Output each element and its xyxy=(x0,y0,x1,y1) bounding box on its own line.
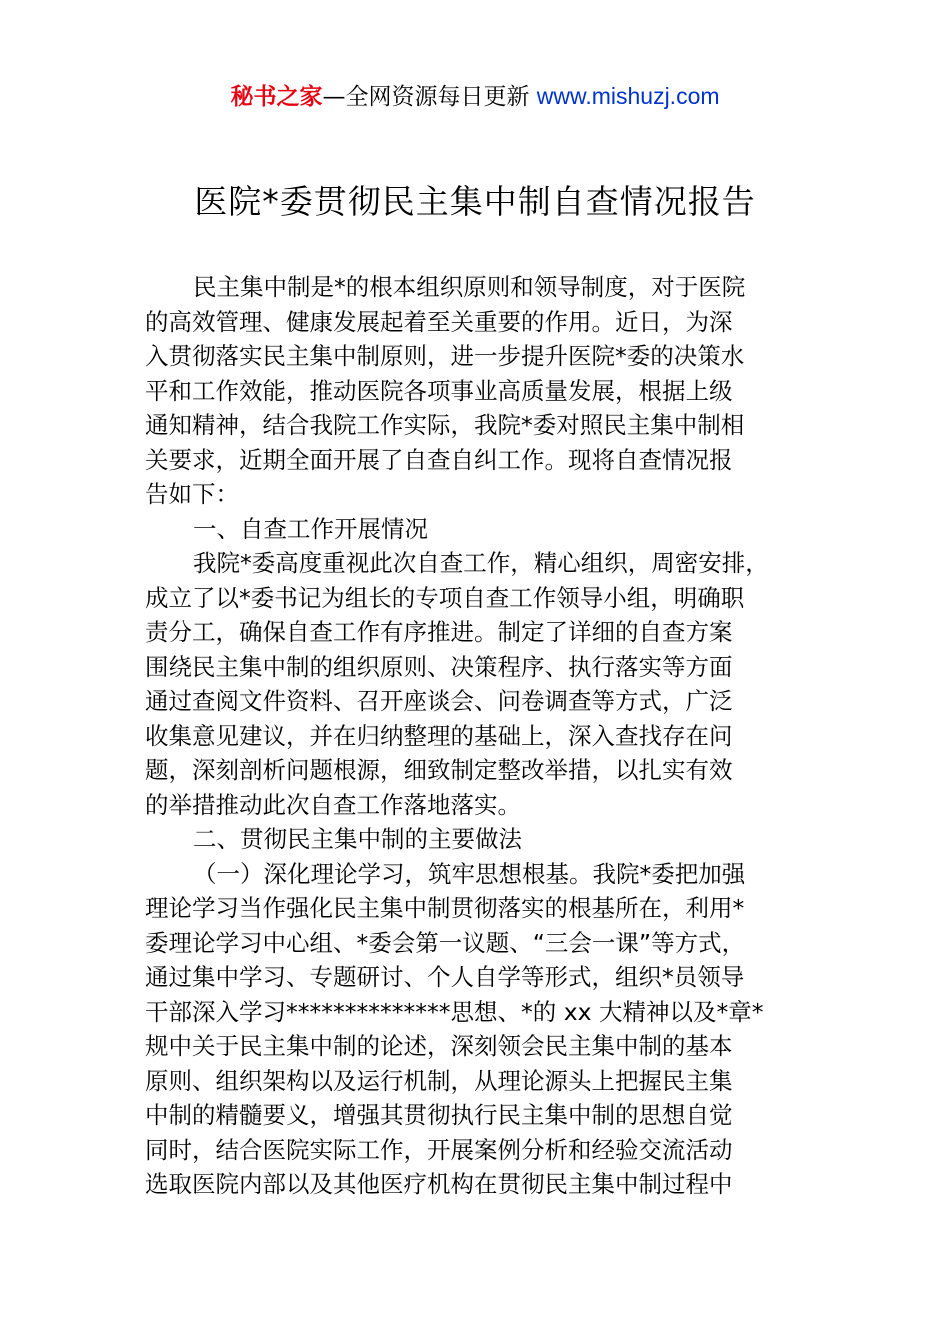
body-line: 原则、组织架构以及运行机制，从理论源头上把握民主集 xyxy=(145,1066,733,1095)
body-line: 同时，结合医院实际工作，开展案例分析和经验交流活动 xyxy=(145,1135,733,1164)
body-line: 题，深刻剖析问题根源，细致制定整改举措，以扎实有效 xyxy=(145,756,733,784)
body-line: 的高效管理、健康发展起着至关重要的作用。近日，为深 xyxy=(145,307,733,336)
body-line: 选取医院内部以及其他医疗机构在贯彻民主集中制过程中 xyxy=(145,1170,733,1198)
body-line: 收集意见建议，并在归纳整理的基础上，深入查找存在问 xyxy=(145,721,733,750)
body-line: 的举措推动此次自查工作落地落实。 xyxy=(145,790,521,819)
body-line: 通知精神，结合我院工作实际，我院*委对照民主集中制相 xyxy=(145,411,745,439)
body-line: 干部深入学习**************思想、*的 xx 大精神以及*章* xyxy=(145,997,764,1026)
body-line: 成立了以*委书记为组长的专项自查工作领导小组，明确职 xyxy=(145,583,745,612)
body-line: 理论学习当作强化民主集中制贯彻落实的根基所在，利用* xyxy=(145,894,745,922)
body-line: 围绕民主集中制的组织原则、决策程序、执行落实等方面 xyxy=(145,652,733,681)
body-line: 通过集中学习、专题研讨、个人自学等形式，组织*员领导 xyxy=(145,963,745,991)
body-line: 一、自查工作开展情况 xyxy=(193,514,428,543)
body-line: 平和工作效能，推动医院各项事业高质量发展，根据上级 xyxy=(145,376,733,405)
body-line: 规中关于民主集中制的论述，深刻领会民主集中制的基本 xyxy=(145,1032,733,1060)
site-header xyxy=(0,80,950,113)
body-line: 我院*委高度重视此次自查工作，精心组织，周密安排， xyxy=(193,549,769,577)
body-line: 通过查阅文件资料、召开座谈会、问卷调查等方式，广泛 xyxy=(145,687,733,715)
site-slogan: —全网资源每日更新 xyxy=(322,84,537,110)
body-line: （一）深化理论学习，筑牢思想根基。我院*委把加强 xyxy=(193,859,746,888)
body-line: 责分工，确保自查工作有序推进。制定了详细的自查方案 xyxy=(145,618,733,646)
site-url-link[interactable]: www.mishuzj.com xyxy=(536,83,720,109)
body-line: 关要求，近期全面开展了自查自纠工作。现将自查情况报 xyxy=(145,445,733,474)
document-body xyxy=(145,270,835,1202)
body-line: 二、贯彻民主集中制的主要做法 xyxy=(193,825,522,853)
document-title: 医院*委贯彻民主集中制自查情况报告 xyxy=(194,182,756,221)
body-line: 入贯彻落实民主集中制原则，进一步提升医院*委的决策水 xyxy=(145,342,745,370)
body-line: 委理论学习中心组、*委会第一议题、“三会一课”等方式， xyxy=(145,928,746,957)
body-line: 中制的精髓要义，增强其贯彻执行民主集中制的思想自觉 xyxy=(145,1101,733,1129)
body-line: 告如下： xyxy=(145,480,239,508)
site-brand: 秘书之家 xyxy=(230,84,323,110)
body-line: 民主集中制是*的根本组织原则和领导制度，对于医院 xyxy=(193,273,746,301)
